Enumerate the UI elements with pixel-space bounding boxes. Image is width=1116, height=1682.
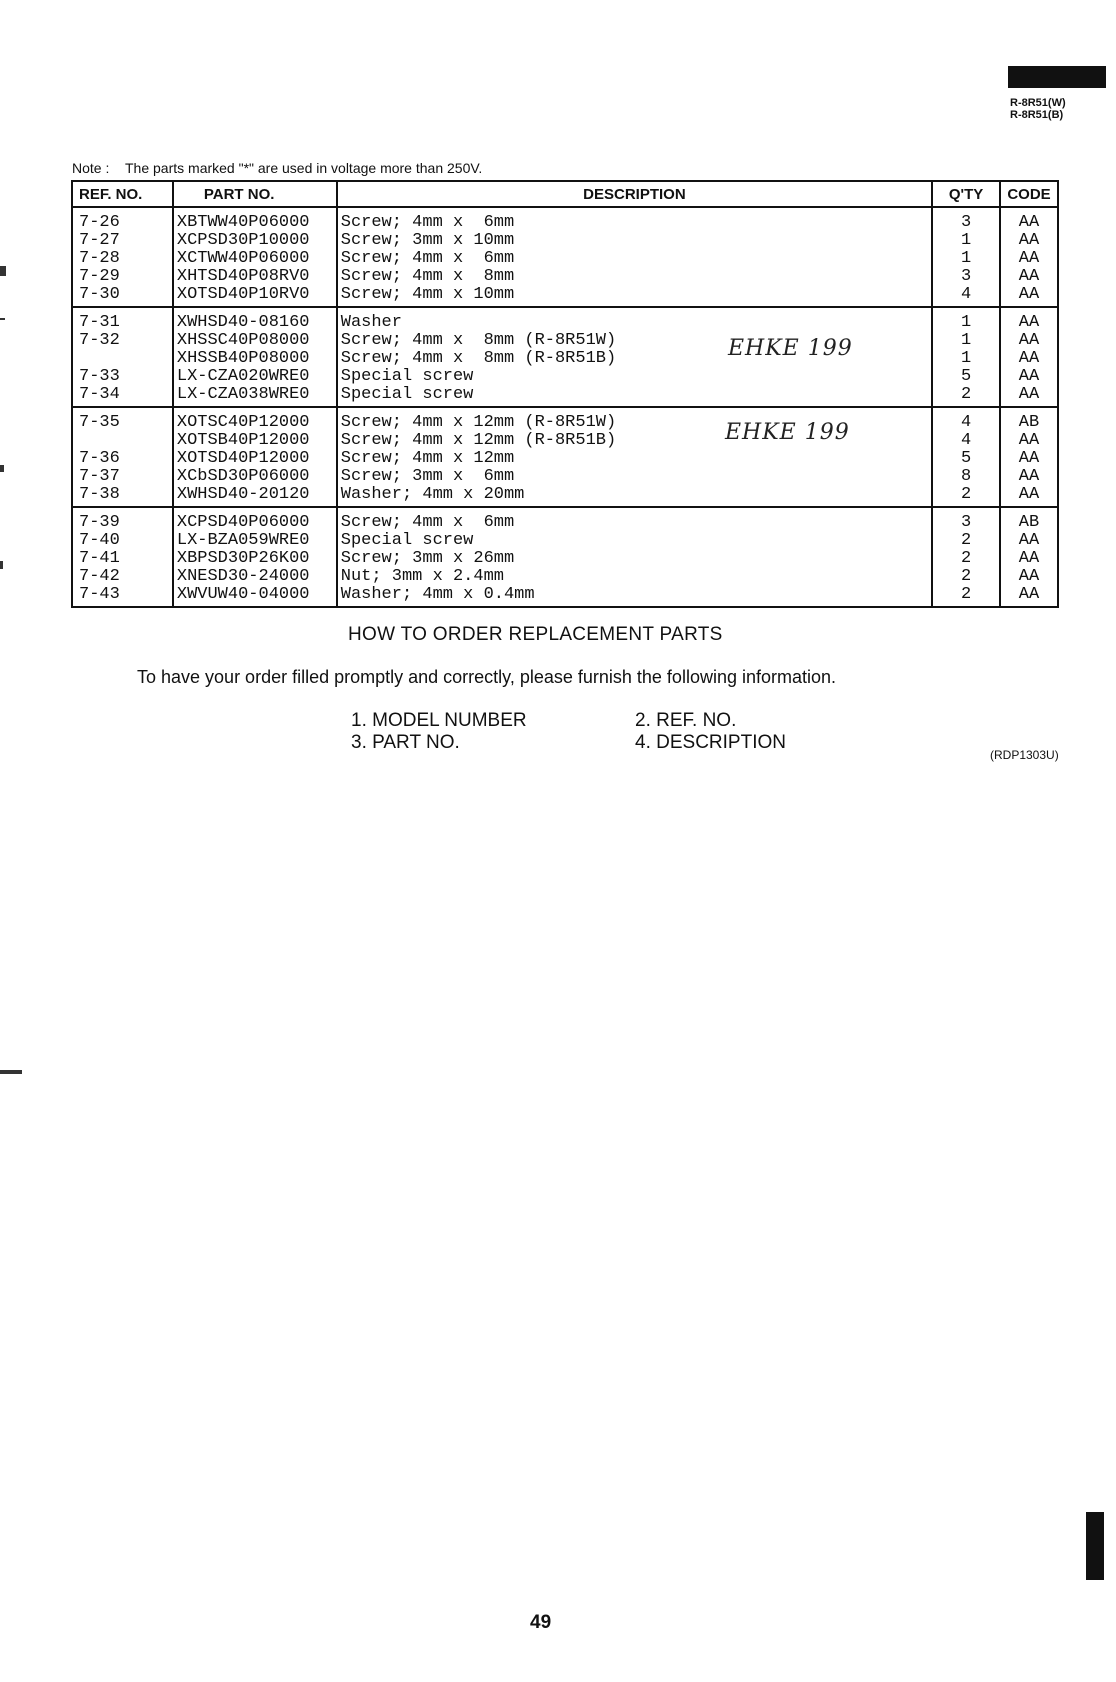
handwritten-annotation: EHKE 199 bbox=[725, 420, 850, 445]
qty-cell: 1 bbox=[932, 232, 1000, 250]
code-cell: AA bbox=[1000, 450, 1058, 468]
table-row bbox=[72, 268, 1058, 286]
model-code-black: R-8R51(B) bbox=[1010, 109, 1064, 121]
ref-cell: 7-30 bbox=[72, 286, 173, 307]
order-item-description: 4. DESCRIPTION bbox=[635, 732, 786, 753]
description-cell: Screw; 3mm x 10mm bbox=[337, 232, 932, 250]
parts-group bbox=[72, 407, 1058, 507]
part-no-cell: XBTWW40P06000 bbox=[173, 207, 337, 232]
code-cell: AA bbox=[1000, 550, 1058, 568]
ref-cell: 7-31 bbox=[72, 307, 173, 332]
parts-group bbox=[72, 307, 1058, 407]
parts-table-header bbox=[72, 181, 1058, 207]
description-cell: Washer bbox=[337, 307, 932, 332]
code-cell: AA bbox=[1000, 350, 1058, 368]
scan-edge-mark bbox=[0, 266, 6, 276]
column-header-part: PART NO. bbox=[173, 181, 337, 207]
code-cell: AA bbox=[1000, 232, 1058, 250]
qty-cell: 2 bbox=[932, 486, 1000, 507]
scan-edge-mark bbox=[0, 465, 4, 472]
part-no-cell: XNESD30-24000 bbox=[173, 568, 337, 586]
ref-cell: 7-37 bbox=[72, 468, 173, 486]
ref-cell: 7-39 bbox=[72, 507, 173, 532]
qty-cell: 1 bbox=[932, 332, 1000, 350]
description-cell: Screw; 4mm x 12mm (R-8R51B) bbox=[337, 432, 932, 450]
code-cell: AA bbox=[1000, 268, 1058, 286]
description-cell: Screw; 4mm x 8mm bbox=[337, 268, 932, 286]
part-no-cell: XOTSD40P10RV0 bbox=[173, 286, 337, 307]
table-row bbox=[72, 507, 1058, 532]
model-codes bbox=[1010, 97, 1066, 121]
part-no-cell: XWVUW40-04000 bbox=[173, 586, 337, 607]
qty-cell: 4 bbox=[932, 286, 1000, 307]
code-cell: AA bbox=[1000, 568, 1058, 586]
ref-cell bbox=[72, 432, 173, 450]
handwritten-annotation: EHKE 199 bbox=[728, 336, 853, 361]
code-cell: AA bbox=[1000, 307, 1058, 332]
parts-group bbox=[72, 507, 1058, 607]
qty-cell: 2 bbox=[932, 386, 1000, 407]
part-no-cell: LX-BZA059WRE0 bbox=[173, 532, 337, 550]
voltage-note bbox=[72, 160, 482, 176]
ref-cell: 7-41 bbox=[72, 550, 173, 568]
code-cell: AA bbox=[1000, 250, 1058, 268]
code-cell: AA bbox=[1000, 432, 1058, 450]
part-no-cell: XCPSD40P06000 bbox=[173, 507, 337, 532]
table-row bbox=[72, 386, 1058, 407]
parts-table bbox=[71, 180, 1059, 608]
table-row bbox=[72, 586, 1058, 607]
part-no-cell: XWHSD40-20120 bbox=[173, 486, 337, 507]
order-item-part-no: 3. PART NO. bbox=[351, 732, 460, 753]
part-no-cell: XOTSD40P12000 bbox=[173, 450, 337, 468]
column-header-ref: REF. NO. bbox=[72, 181, 173, 207]
how-to-order-title: HOW TO ORDER REPLACEMENT PARTS bbox=[348, 624, 723, 645]
ref-cell: 7-27 bbox=[72, 232, 173, 250]
table-row bbox=[72, 286, 1058, 307]
description-cell: Washer; 4mm x 0.4mm bbox=[337, 586, 932, 607]
ref-cell: 7-38 bbox=[72, 486, 173, 507]
part-no-cell: XCTWW40P06000 bbox=[173, 250, 337, 268]
description-cell: Nut; 3mm x 2.4mm bbox=[337, 568, 932, 586]
code-cell: AA bbox=[1000, 286, 1058, 307]
ref-cell: 7-26 bbox=[72, 207, 173, 232]
parts-group bbox=[72, 207, 1058, 307]
part-no-cell: XHTSD40P08RV0 bbox=[173, 268, 337, 286]
qty-cell: 4 bbox=[932, 407, 1000, 432]
code-cell: AA bbox=[1000, 586, 1058, 607]
description-cell: Screw; 4mm x 6mm bbox=[337, 207, 932, 232]
column-header-description: DESCRIPTION bbox=[337, 181, 932, 207]
scan-edge-mark bbox=[0, 1070, 22, 1074]
column-header-qty: Q'TY bbox=[932, 181, 1000, 207]
table-row bbox=[72, 450, 1058, 468]
ref-cell: 7-35 bbox=[72, 407, 173, 432]
qty-cell: 4 bbox=[932, 432, 1000, 450]
table-row bbox=[72, 232, 1058, 250]
table-row bbox=[72, 568, 1058, 586]
description-cell: Special screw bbox=[337, 386, 932, 407]
code-cell: AA bbox=[1000, 468, 1058, 486]
part-no-cell: XBPSD30P26K00 bbox=[173, 550, 337, 568]
note-text: The parts marked "*" are used in voltage more than 250V. bbox=[125, 160, 483, 176]
description-cell: Screw; 3mm x 6mm bbox=[337, 468, 932, 486]
table-row bbox=[72, 532, 1058, 550]
qty-cell: 2 bbox=[932, 586, 1000, 607]
qty-cell: 5 bbox=[932, 450, 1000, 468]
qty-cell: 2 bbox=[932, 550, 1000, 568]
page-number: 49 bbox=[530, 1612, 552, 1633]
description-cell: Screw; 4mm x 12mm (R-8R51W) bbox=[337, 407, 932, 432]
part-no-cell: XCbSD30P06000 bbox=[173, 468, 337, 486]
code-cell: AA bbox=[1000, 207, 1058, 232]
note-label: Note : bbox=[72, 160, 110, 176]
description-cell: Screw; 4mm x 10mm bbox=[337, 286, 932, 307]
description-cell: Screw; 4mm x 12mm bbox=[337, 450, 932, 468]
part-no-cell: XHSSC40P08000 bbox=[173, 332, 337, 350]
code-cell: AA bbox=[1000, 532, 1058, 550]
column-header-code: CODE bbox=[1000, 181, 1058, 207]
ref-cell: 7-43 bbox=[72, 586, 173, 607]
scan-edge-mark bbox=[0, 318, 5, 320]
code-cell: AB bbox=[1000, 407, 1058, 432]
model-code-white: R-8R51(W) bbox=[1010, 97, 1066, 109]
qty-cell: 2 bbox=[932, 532, 1000, 550]
ref-cell: 7-33 bbox=[72, 368, 173, 386]
qty-cell: 1 bbox=[932, 250, 1000, 268]
qty-cell: 3 bbox=[932, 507, 1000, 532]
part-no-cell: XCPSD30P10000 bbox=[173, 232, 337, 250]
description-cell: Screw; 3mm x 26mm bbox=[337, 550, 932, 568]
table-row bbox=[72, 332, 1058, 350]
qty-cell: 2 bbox=[932, 568, 1000, 586]
description-cell: Screw; 4mm x 8mm (R-8R51W) bbox=[337, 332, 932, 350]
table-row bbox=[72, 468, 1058, 486]
document-code: (RDP1303U) bbox=[990, 748, 1059, 762]
table-row bbox=[72, 350, 1058, 368]
order-item-model-number: 1. MODEL NUMBER bbox=[351, 710, 527, 731]
ref-cell: 7-36 bbox=[72, 450, 173, 468]
header-black-bar bbox=[1008, 66, 1106, 88]
qty-cell: 1 bbox=[932, 350, 1000, 368]
part-no-cell: LX-CZA020WRE0 bbox=[173, 368, 337, 386]
code-cell: AA bbox=[1000, 368, 1058, 386]
description-cell: Screw; 4mm x 6mm bbox=[337, 250, 932, 268]
part-no-cell: XOTSB40P12000 bbox=[173, 432, 337, 450]
part-no-cell: XOTSC40P12000 bbox=[173, 407, 337, 432]
description-cell: Screw; 4mm x 8mm (R-8R51B) bbox=[337, 350, 932, 368]
order-item-ref-no: 2. REF. NO. bbox=[635, 710, 737, 731]
part-no-cell: LX-CZA038WRE0 bbox=[173, 386, 337, 407]
ref-cell: 7-34 bbox=[72, 386, 173, 407]
table-row bbox=[72, 550, 1058, 568]
part-no-cell: XWHSD40-08160 bbox=[173, 307, 337, 332]
table-row bbox=[72, 207, 1058, 232]
ref-cell: 7-28 bbox=[72, 250, 173, 268]
ref-cell: 7-42 bbox=[72, 568, 173, 586]
table-row bbox=[72, 486, 1058, 507]
ref-cell: 7-32 bbox=[72, 332, 173, 350]
code-cell: AA bbox=[1000, 332, 1058, 350]
ref-cell: 7-40 bbox=[72, 532, 173, 550]
table-row bbox=[72, 368, 1058, 386]
scan-edge-mark bbox=[0, 561, 3, 569]
code-cell: AB bbox=[1000, 507, 1058, 532]
table-row bbox=[72, 432, 1058, 450]
description-cell: Special screw bbox=[337, 368, 932, 386]
part-no-cell: XHSSB40P08000 bbox=[173, 350, 337, 368]
table-row bbox=[72, 307, 1058, 332]
how-to-order-text: To have your order filled promptly and correctly, please furnish the following information. bbox=[137, 667, 837, 687]
qty-cell: 8 bbox=[932, 468, 1000, 486]
qty-cell: 3 bbox=[932, 268, 1000, 286]
code-cell: AA bbox=[1000, 486, 1058, 507]
code-cell: AA bbox=[1000, 386, 1058, 407]
ref-cell: 7-29 bbox=[72, 268, 173, 286]
qty-cell: 1 bbox=[932, 307, 1000, 332]
description-cell: Screw; 4mm x 6mm bbox=[337, 507, 932, 532]
qty-cell: 5 bbox=[932, 368, 1000, 386]
description-cell: Washer; 4mm x 20mm bbox=[337, 486, 932, 507]
table-row bbox=[72, 250, 1058, 268]
qty-cell: 3 bbox=[932, 207, 1000, 232]
table-row bbox=[72, 407, 1058, 432]
edge-registration-mark bbox=[1086, 1512, 1104, 1580]
description-cell: Special screw bbox=[337, 532, 932, 550]
ref-cell bbox=[72, 350, 173, 368]
